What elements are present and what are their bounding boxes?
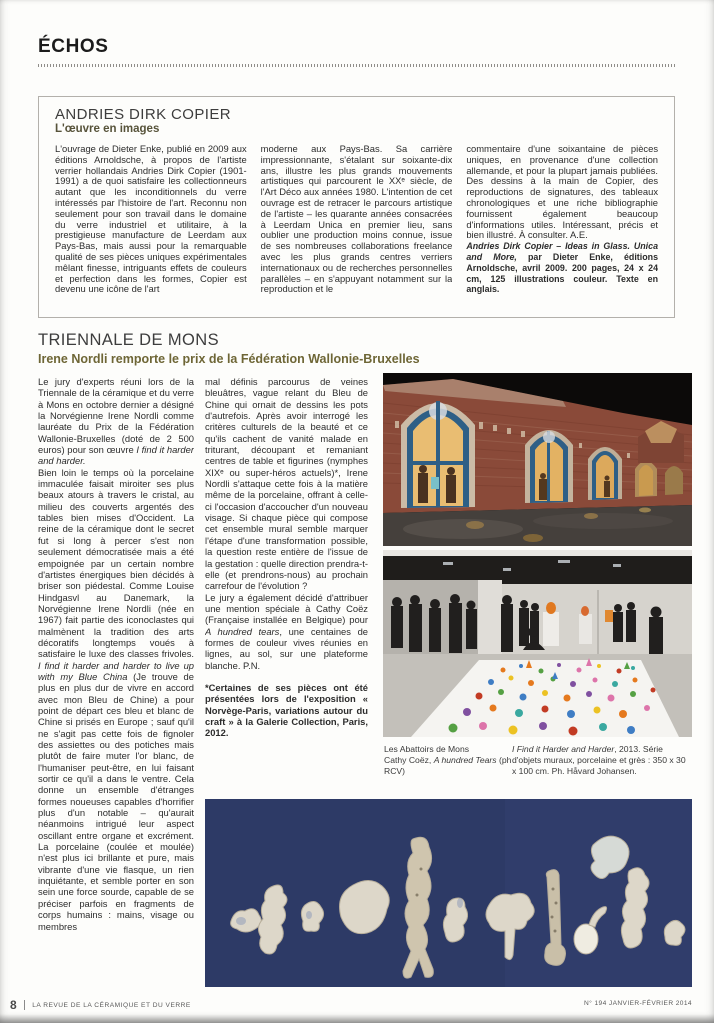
section-header: ÉCHOS <box>38 36 109 57</box>
article-mons-subtitle: Irene Nordli remporte le prix de la Fédération Wallonie-Bruxelles <box>38 352 420 366</box>
caption-right: I Find it Harder and Harder, 2013. Série d'objets muraux, porcelaine et grès : 350 x 30 x 100 cm. Ph. Håvard Johansen. <box>512 744 686 776</box>
article-copier-columns <box>55 144 658 316</box>
issue-label: N° 194 JANVIER-FÉVRIER 2014 <box>584 1000 692 1007</box>
text-column-2: moderne aux Pays-Bas. Sa carrière impressionnante, s'étalant sur soixante-dix ans, illustre les plus grands mouvements artistiques qui parcourent le XXᵉ siècle, de l'Art Déco aux années 1980. L'intention de cet ouvrage est de retracer le parcours artistique de l'artiste – les quarante années consacrées à Leerdam Unica en premier lieu, sans oublier une production moins connue, issue de ses nombreuses collaborations freelance avec les plus grands centres verriers internationaux ou de recherches personnelles parallèles – en s'appuyant notamment sur la reproduction et le <box>260 144 453 295</box>
photo-gallery-interior <box>383 550 692 737</box>
article-mons-column-2: mal définis parcourus de veines bleuâtres, vague relant du Bleu de Chine qui ornait de dessins les pots d'autrefois. Après avoir interrogé les critères culturels de la beauté et ce qu'ils cachent de vanité malade en triturant, découpant et remaniant centres de table et figurines (nymphes XIXᵉ ou super-héros actuels)*, Irene Nordli s'attaque cette fois à la matière même de la porcelaine, offrant à celle-ci l'occasion d'accoucher d'un nouveau visage. Si chaque pièce qui compose cet ensemble mural semble marquer l'étape d'une transformation possible, la question reste entière de l'issue de la gestation : quelle direction prendra-t-elle (et prendrons-nous) au prochain carrefour de l'évolution ? Le jury a également décidé d'attribuer une mention spéciale à Cathy Coëz (Française installée en Belgique) pour A hundred tears, une centaines de formes de couleur vives réunies en lignes, au sol, sur une plateforme blanche. P.N. *Certaines de ses pièces ont été présentées lors de l'exposition « Norvège-Paris, variations autour du craft » à la Galerie Collection, Paris, 2012. <box>205 376 368 739</box>
photo-wall-objects <box>205 799 692 987</box>
section-rule <box>38 64 676 67</box>
article-mons-column-1: Le jury d'experts réuni lors de la Triennale de la céramique et du verre à Mons en octobre dernier a désigné la Norvégienne Irene Nordli comme lauréate du Prix de la Fédération Wallonie-Bruxelles (doté de 2 500 euros) pour son œuvre I find it harder and harder. Bien loin le temps où la porcelaine immaculée faisait miroiter ses plus beaux atours à travers le cristal, au milieu des couverts argentés des tables bien mises d'Occident. La reine de la céramique dont le secret fut si long à percer s'est non seulement démocratisée mais a été empoignée par un certain nombre d'artistes énergiques bien décidés à briser son piédestal. Comme Louise Hindgasvl au Danemark, la Norvégienne Irene Nordli (née en 1967) fait partie des iconoclastes qui malmènent la tradition des arts décoratifs longtemps voués à satisfaire le luxe des classes frivoles. I find it harder and harder to live up with my Blue China (Je trouve de plus en plus dur de vivre en accord avec mon Bleu de Chine) a pour point de départ ces bleu et blanc de Chine si prisés en Europe ; sauf qu'il ne s'agit pas cette fois de fignoler des assiettes ou des potiches mais plutôt de faire muter l'or blanc, de l'humaniser peut-être, en lui faisant sortir ce qu'il a dans le ventre. Cela donne un ensemble d'étranges formes noueuses capables d'horrifier plus d'un notable – qu'aurait néanmoins intrigué leur aspect oscillant entre organe et excrément. La porcelaine (coulée et moulée) n'est plus ici brillante et pure, mais vibrante d'une vie flasque, un rien inquiétante, et semble porter en son sein une force sourde, capable de se préciser parfois en fragments de corps humains : mains, visage ou membres <box>38 376 194 932</box>
article-copier-title: ANDRIES DIRK COPIER <box>55 106 231 123</box>
journal-name: LA REVUE DE LA CÉRAMIQUE ET DU VERRE <box>32 1001 191 1009</box>
text-column-1: L'ouvrage de Dieter Enke, publié en 2009 aux éditions Arnoldsche, à propos de l'artiste verrier hollandais Andries Dirk Copier (1901-1991) a de quoi satisfaire les collectionneurs autant que les inconditionnels du verre intéressés par l'histoire de l'art. Reconnu non seulement pour son travail dans le domaine du verre industriel et utilitaire, à la prestigieuse manufacture de Leerdam aux Pays-Bas, mais aussi pour la remarquable qualité de ses pièces uniques expérimentales mêlant finesse, intriguants effets de couleurs et perfection dans les formes, Copier est devenu une icône de l'art <box>55 144 247 295</box>
scan-edge <box>0 1014 714 1023</box>
article-copier-subtitle: L'œuvre en images <box>55 123 160 135</box>
caption-left: Les Abattoirs de Mons Cathy Coëz, A hundred Tears (ph RCV) <box>384 744 512 776</box>
footer <box>10 998 191 1012</box>
footer-divider <box>24 1000 26 1010</box>
article-copier-box <box>38 96 675 318</box>
article-mons-title: TRIENNALE DE MONS <box>38 331 219 349</box>
page-number: 8 <box>10 998 17 1012</box>
photo-building-night <box>383 373 692 546</box>
text-column-3: commentaire d'une soixantaine de pièces uniques, en provenance d'une collection allemande, et pour la plupart jamais publiées. Des dessins à la main de Copier, des reproductions de signatures, des tableaux chronologiques et une riche bibliographie fournissent également beaucoup d'informations utiles. Intéressant, précis et bien illustré. À consulter. A.E. Andries Dirk Copier – Ideas in Glass. Unica and More, par Dieter Enke, éditions Arnoldsche, avril 2009. 200 pages, 24 x 24 cm, 125 illustrations couleur. Texte en anglais. <box>466 144 659 295</box>
